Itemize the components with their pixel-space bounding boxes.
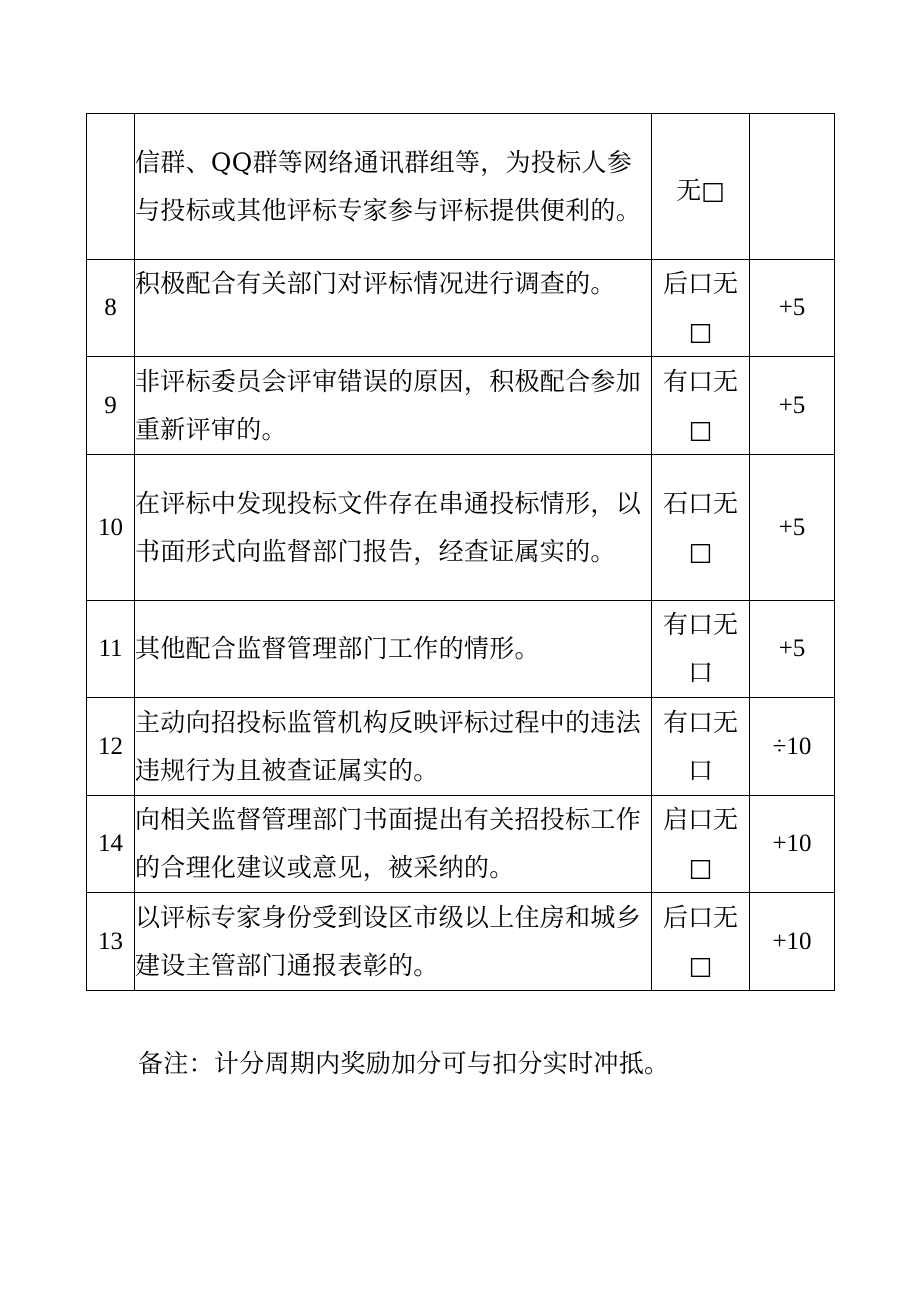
row-description: 积极配合有关部门对评标情况进行调查的。 xyxy=(135,260,652,357)
row-number: 10 xyxy=(87,455,135,601)
choice-checkbox: □ xyxy=(688,317,713,346)
table-row xyxy=(87,260,835,357)
row-description: 信群、QQ群等网络通讯群组等，为投标人参与投标或其他评标专家参与评标提供便利的。 xyxy=(135,114,652,260)
row-choice xyxy=(652,357,750,455)
row-number: 9 xyxy=(87,357,135,455)
scoring-table xyxy=(86,113,835,991)
table-row xyxy=(87,601,835,698)
row-score: +10 xyxy=(750,893,835,991)
row-score: ÷10 xyxy=(750,698,835,796)
choice-checkbox: □ xyxy=(688,853,713,882)
row-score: +5 xyxy=(750,455,835,601)
row-number: 12 xyxy=(87,698,135,796)
choice-checkbox: □ xyxy=(688,536,713,566)
row-description: 其他配合监督管理部门工作的情形。 xyxy=(135,601,652,698)
row-number: 14 xyxy=(87,796,135,893)
choice-label: 后口无 xyxy=(662,269,738,298)
row-description: 以评标专家身份受到设区市级以上住房和城乡建设主管部门通报表彰的。 xyxy=(135,893,652,991)
choice-checkbox: 口 xyxy=(687,755,713,785)
row-choice xyxy=(652,260,750,357)
row-choice xyxy=(652,796,750,893)
row-score xyxy=(750,114,835,260)
row-choice xyxy=(652,893,750,991)
table-row xyxy=(87,357,835,455)
row-description: 主动向招投标监管机构反映评标过程中的违法违规行为且被查证属实的。 xyxy=(135,698,652,796)
row-choice xyxy=(652,455,750,601)
row-choice xyxy=(652,601,750,698)
choice-label: 有口无 xyxy=(662,707,738,737)
row-number xyxy=(87,114,135,260)
choice-label: 石口无 xyxy=(662,488,738,518)
row-number: 11 xyxy=(87,601,135,698)
row-choice xyxy=(652,114,750,260)
table-row xyxy=(87,698,835,796)
row-score: +5 xyxy=(750,601,835,698)
row-choice xyxy=(652,698,750,796)
row-description: 在评标中发现投标文件存在串通投标情形，以书面形式向监督部门报告，经查证属实的。 xyxy=(135,455,652,601)
choice-label: 有口无 xyxy=(662,610,738,639)
choice-checkbox: □ xyxy=(688,950,713,980)
choice-label: 后口无 xyxy=(662,902,738,932)
choice-checkbox: □ xyxy=(688,414,713,444)
choice-label: 有口无 xyxy=(662,366,738,396)
table-row xyxy=(87,114,835,260)
row-number: 8 xyxy=(87,260,135,357)
row-number: 13 xyxy=(87,893,135,991)
table-row xyxy=(87,455,835,601)
choice-label: 启口无 xyxy=(662,805,738,834)
row-score: +5 xyxy=(750,260,835,357)
row-description: 非评标委员会评审错误的原因，积极配合参加重新评审的。 xyxy=(135,357,652,455)
row-score: +5 xyxy=(750,357,835,455)
table-row xyxy=(87,893,835,991)
footnote: 备注：计分周期内奖励加分可与扣分实时冲抵。 xyxy=(138,1049,670,1078)
row-score: +10 xyxy=(750,796,835,893)
table-row xyxy=(87,796,835,893)
choice-checkbox: 口 xyxy=(687,658,713,687)
choice-label: 无□ xyxy=(676,175,725,205)
row-description: 向相关监督管理部门书面提出有关招投标工作的合理化建议或意见，被采纳的。 xyxy=(135,796,652,893)
